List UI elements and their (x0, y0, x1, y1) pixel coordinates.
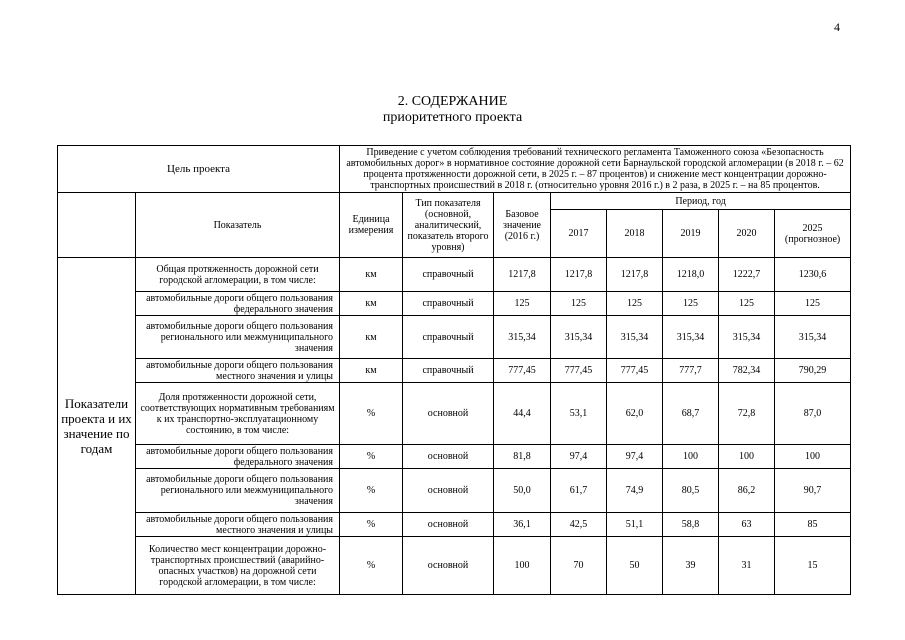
header-unit: Единица измерения (340, 193, 403, 258)
goal-row (58, 146, 851, 193)
indicator-cell: Доля протяженности дорожной сети, соответствующих нормативным требованиям к их транспортно-эксплуатационному состоянию, в том числе: (136, 383, 340, 445)
section-title (0, 94, 905, 126)
type-cell: основной (403, 445, 494, 469)
table-row (58, 359, 851, 383)
page-number: 4 (834, 20, 840, 34)
table-row (58, 316, 851, 359)
year-value-cell: 100 (719, 445, 775, 469)
unit-cell: км (340, 316, 403, 359)
base-value-cell: 50,0 (494, 469, 551, 513)
unit-cell: км (340, 258, 403, 292)
year-value-cell: 100 (663, 445, 719, 469)
type-cell: справочный (403, 258, 494, 292)
table-row (58, 469, 851, 513)
header-year: 2017 (551, 210, 607, 258)
year-value-cell: 74,9 (607, 469, 663, 513)
base-value-cell: 36,1 (494, 513, 551, 537)
year-value-cell: 782,34 (719, 359, 775, 383)
header-empty-cell (58, 193, 136, 258)
year-value-cell: 125 (551, 292, 607, 316)
base-value-cell: 44,4 (494, 383, 551, 445)
header-period: Период, год (551, 193, 851, 210)
year-value-cell: 1217,8 (607, 258, 663, 292)
year-value-cell: 125 (607, 292, 663, 316)
year-value-cell: 50 (607, 537, 663, 595)
year-value-cell: 1217,8 (551, 258, 607, 292)
year-value-cell: 777,45 (607, 359, 663, 383)
unit-cell: % (340, 513, 403, 537)
unit-cell: км (340, 359, 403, 383)
table-row (58, 445, 851, 469)
year-value-cell: 63 (719, 513, 775, 537)
year-value-cell: 86,2 (719, 469, 775, 513)
year-value-cell: 790,29 (775, 359, 851, 383)
indicator-cell: автомобильные дороги общего пользования регионального или межмуниципального значения (136, 469, 340, 513)
year-value-cell: 315,34 (551, 316, 607, 359)
base-value-cell: 1217,8 (494, 258, 551, 292)
unit-cell: км (340, 292, 403, 316)
indicator-cell: автомобильные дороги общего пользования регионального или межмуниципального значения (136, 316, 340, 359)
indicator-cell: автомобильные дороги общего пользования федерального значения (136, 445, 340, 469)
base-value-cell: 777,45 (494, 359, 551, 383)
section-title-line1: 2. СОДЕРЖАНИЕ (397, 94, 508, 109)
section-title-line2: приоритетного проекта (382, 110, 523, 125)
table-row (58, 537, 851, 595)
year-value-cell: 1218,0 (663, 258, 719, 292)
table-row (58, 383, 851, 445)
year-value-cell: 125 (719, 292, 775, 316)
indicator-cell: Общая протяженность дорожной сети городской агломерации, в том числе: (136, 258, 340, 292)
header-row-1 (58, 193, 851, 210)
table-row (58, 292, 851, 316)
header-year: 2019 (663, 210, 719, 258)
type-cell: основной (403, 537, 494, 595)
indicator-cell: автомобильные дороги общего пользования местного значения и улицы (136, 513, 340, 537)
year-value-cell: 70 (551, 537, 607, 595)
year-value-cell: 58,8 (663, 513, 719, 537)
year-value-cell: 777,7 (663, 359, 719, 383)
base-value-cell: 100 (494, 537, 551, 595)
year-value-cell: 87,0 (775, 383, 851, 445)
unit-cell: % (340, 469, 403, 513)
project-content-table (57, 145, 851, 595)
type-cell: справочный (403, 292, 494, 316)
year-value-cell: 315,34 (775, 316, 851, 359)
goal-label: Цель проекта (58, 146, 340, 193)
year-value-cell: 315,34 (607, 316, 663, 359)
indicator-cell: автомобильные дороги общего пользования местного значения и улицы (136, 359, 340, 383)
year-value-cell: 85 (775, 513, 851, 537)
year-value-cell: 80,5 (663, 469, 719, 513)
year-value-cell: 97,4 (551, 445, 607, 469)
header-year: 2018 (607, 210, 663, 258)
year-value-cell: 97,4 (607, 445, 663, 469)
unit-cell: % (340, 383, 403, 445)
type-cell: справочный (403, 316, 494, 359)
year-value-cell: 42,5 (551, 513, 607, 537)
type-cell: основной (403, 383, 494, 445)
base-value-cell: 315,34 (494, 316, 551, 359)
year-value-cell: 1222,7 (719, 258, 775, 292)
year-value-cell: 51,1 (607, 513, 663, 537)
year-value-cell: 15 (775, 537, 851, 595)
year-value-cell: 1230,6 (775, 258, 851, 292)
year-value-cell: 315,34 (663, 316, 719, 359)
year-value-cell: 90,7 (775, 469, 851, 513)
table-row (58, 513, 851, 537)
year-value-cell: 61,7 (551, 469, 607, 513)
unit-cell: % (340, 537, 403, 595)
year-value-cell: 125 (775, 292, 851, 316)
unit-cell: % (340, 445, 403, 469)
indicator-cell: автомобильные дороги общего пользования федерального значения (136, 292, 340, 316)
base-value-cell: 125 (494, 292, 551, 316)
indicator-cell: Количество мест концентрации дорожно-транспортных происшествий (аварийно-опасных участков) на дорожной сети городской агломерации, в том числе: (136, 537, 340, 595)
type-cell: основной (403, 513, 494, 537)
year-value-cell: 39 (663, 537, 719, 595)
year-value-cell: 68,7 (663, 383, 719, 445)
header-indicator: Показатель (136, 193, 340, 258)
side-label: Показатели проекта и их значение по годам (58, 258, 136, 595)
header-year: 2025 (прогнозное) (775, 210, 851, 258)
header-base: Базовое значение (2016 г.) (494, 193, 551, 258)
year-value-cell: 315,34 (719, 316, 775, 359)
base-value-cell: 81,8 (494, 445, 551, 469)
header-year: 2020 (719, 210, 775, 258)
goal-text: Приведение с учетом соблюдения требований технического регламента Таможенного союза «Безопасность автомобильных дорог» в нормативное состояние дорожной сети Барнаульской городской агломерации (в 2018 г. – 62 процента протяженности дорожной сети, в 2025 г. – 87 процентов) и снижение мест концентрации дорожно-транспортных происшествий в 2018 г. (относительно уровня 2016 г.) в 2 раза, в 2025 г. – на 85 процентов. (340, 146, 851, 193)
year-value-cell: 125 (663, 292, 719, 316)
table-row (58, 258, 851, 292)
year-value-cell: 100 (775, 445, 851, 469)
year-value-cell: 31 (719, 537, 775, 595)
year-value-cell: 777,45 (551, 359, 607, 383)
year-value-cell: 72,8 (719, 383, 775, 445)
header-type: Тип показателя (основной, аналитический, показатель второго уровня) (403, 193, 494, 258)
year-value-cell: 53,1 (551, 383, 607, 445)
type-cell: справочный (403, 359, 494, 383)
year-value-cell: 62,0 (607, 383, 663, 445)
type-cell: основной (403, 469, 494, 513)
